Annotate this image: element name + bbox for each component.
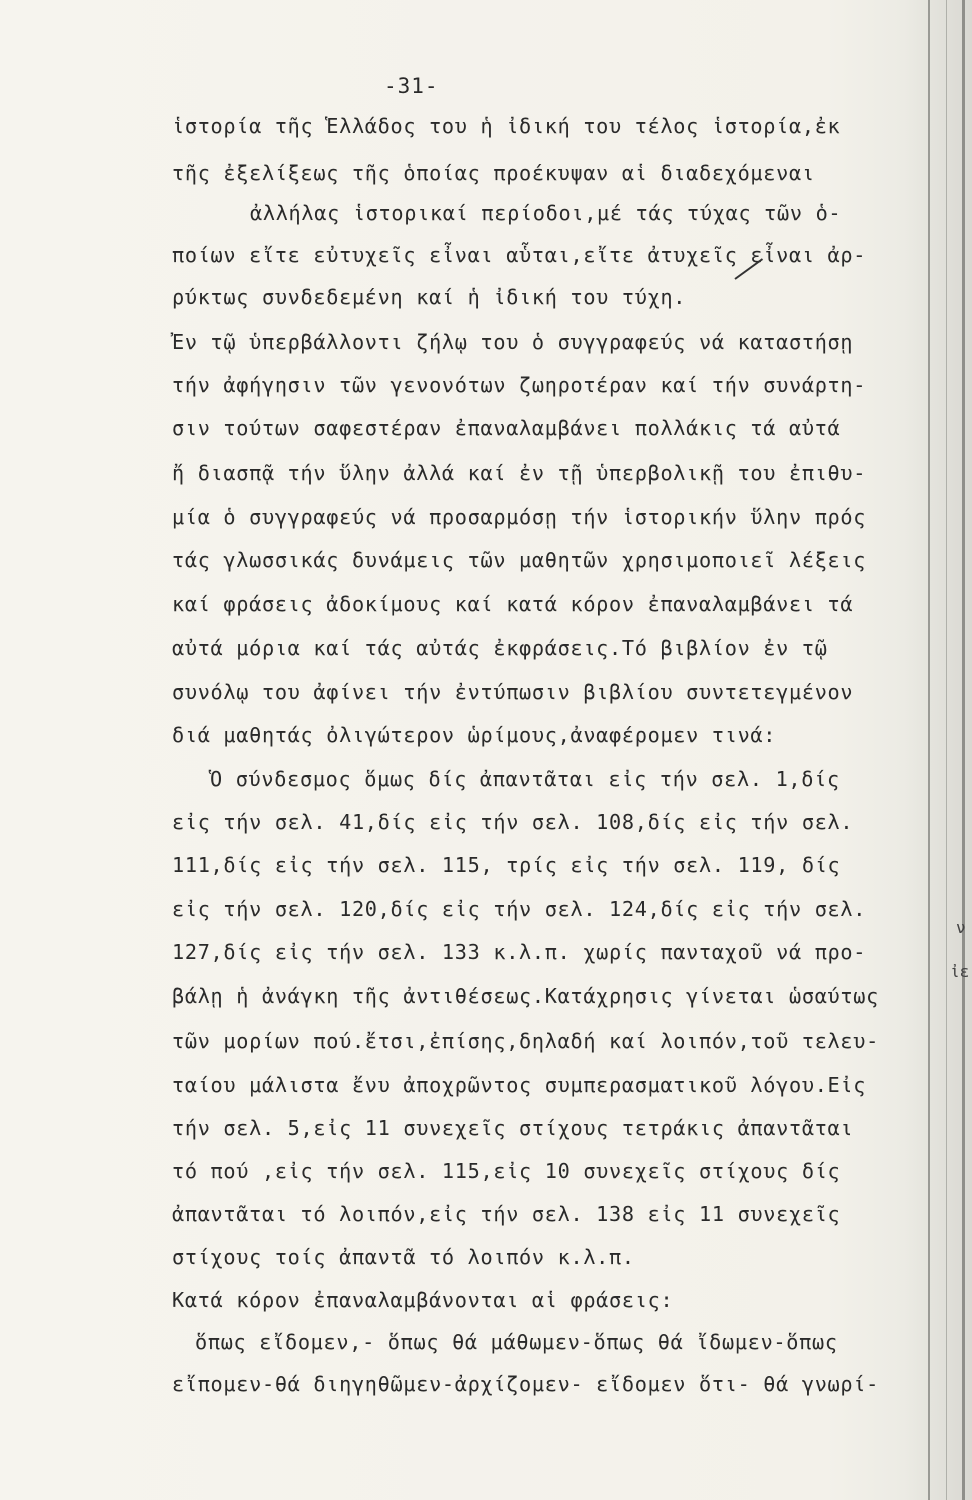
text-line: ταίου μάλιστα ἔνυ ἀποχρῶντος συμπερασματικοῦ λόγου.Εἰς [172,1073,867,1097]
text-line: Ὁ σύνδεσμος ὅμως δίς ἀπαντᾶται εἰς τήν σελ. 1,δίς [210,767,840,791]
page-number: -31- [384,74,439,98]
text-line: εἰς τήν σελ. 120,δίς εἰς τήν σελ. 124,δίς εἰς τήν σελ. [172,897,867,921]
text-line: τό πού ,εἰς τήν σελ. 115,εἰς 10 συνεχεῖς στίχους δίς [172,1159,841,1183]
text-line: καί φράσεις ἀδοκίμους καί κατά κόρον ἐπαναλαμβάνει τά [172,592,854,616]
text-line: ἀλλήλας ἱστορικαί περίοδοι,μέ τάς τύχας τῶν ὁ- [250,201,842,225]
text-line: στίχους τοίς ἀπαντᾶ τό λοιπόν κ.λ.π. [172,1245,635,1269]
text-line: τῶν μορίων πού.ἔτσι,ἐπίσης,δηλαδή καί λοιπόν,τοῦ τελευ- [172,1029,879,1053]
text-line: βάλῃ ἡ ἀνάγκη τῆς ἀντιθέσεως.Κατάχρησις γίνεται ὡσαύτως [172,984,879,1008]
margin-mark: ν [956,918,966,937]
text-line: 127,δίς εἰς τήν σελ. 133 κ.λ.π. χωρίς πανταχοῦ νά προ- [172,940,867,964]
text-line: διά μαθητάς ὀλιγώτερον ὡρίμους,ἀναφέρομεν τινά: [172,723,777,747]
margin-mark: ἰε [950,962,970,981]
text-line: σιν τούτων σαφεστέραν ἐπαναλαμβάνει πολλάκις τά αὐτά [172,416,841,440]
text-line: ὅπως εἴδομεν,- ὅπως θά μάθωμεν-ὅπως θά ἴδωμεν-ὅπως [195,1330,838,1354]
text-line: εἰς τήν σελ. 41,δίς εἰς τήν σελ. 108,δίς εἰς τήν σελ. [172,810,854,834]
text-line: συνόλῳ του ἀφίνει τήν ἐντύπωσιν βιβλίου συντετεγμένον [172,680,854,704]
text-line: μία ὁ συγγραφεύς νά προσαρμόσῃ τήν ἱστορικήν ὕλην πρός [172,505,867,529]
text-line: αὐτά μόρια καί τάς αὐτάς ἐκφράσεις.Τό βιβλίον ἐν τῷ [172,636,828,660]
text-line: ποίων εἴτε εὐτυχεῖς εἶναι αὗται,εἴτε ἀτυχεῖς εἶναι ἀρ- [172,243,867,267]
text-line: ρύκτως συνδεδεμένη καί ἡ ἰδική του τύχη. [172,285,687,309]
text-line: τῆς ἐξελίξεως τῆς ὁποίας προέκυψαν αἱ διαδεχόμεναι [172,161,815,185]
page-edge-line [928,0,930,1500]
text-line: ἤ διασπᾷ τήν ὕλην ἀλλά καί ἐν τῇ ὑπερβολικῇ του ἐπιθυ- [172,461,867,485]
text-line: 111,δίς εἰς τήν σελ. 115, τρίς εἰς τήν σελ. 119, δίς [172,853,841,877]
text-line: Ἐν τῷ ὑπερβάλλοντι ζήλῳ του ὁ συγγραφεύς νά καταστήσῃ [172,330,854,354]
text-line: ἱστορία τῆς Ἑλλάδος του ἡ ἰδική του τέλος ἱστορία,ἐκ [172,114,841,138]
text-line: τήν ἀφήγησιν τῶν γενονότων ζωηροτέραν καί τήν συνάρτη- [172,373,867,397]
text-line: ἀπαντᾶται τό λοιπόν,εἰς τήν σελ. 138 εἰς 11 συνεχεῖς [172,1202,841,1226]
text-line: Κατά κόρον ἐπαναλαμβάνονται αἱ φράσεις: [172,1288,674,1312]
text-line: εἴπομεν-θά διηγηθῶμεν-ἀρχίζομεν- εἴδομεν ὅτι- θά γνωρί- [172,1372,879,1396]
text-line: τάς γλωσσικάς δυνάμεις τῶν μαθητῶν χρησιμοποιεῖ λέξεις [172,548,867,572]
page-edge-line [962,0,965,1500]
page-edge-line [946,0,947,1500]
text-line: τήν σελ. 5,εἰς 11 συνεχεῖς στίχους τετράκις ἀπαντᾶται [172,1116,854,1140]
